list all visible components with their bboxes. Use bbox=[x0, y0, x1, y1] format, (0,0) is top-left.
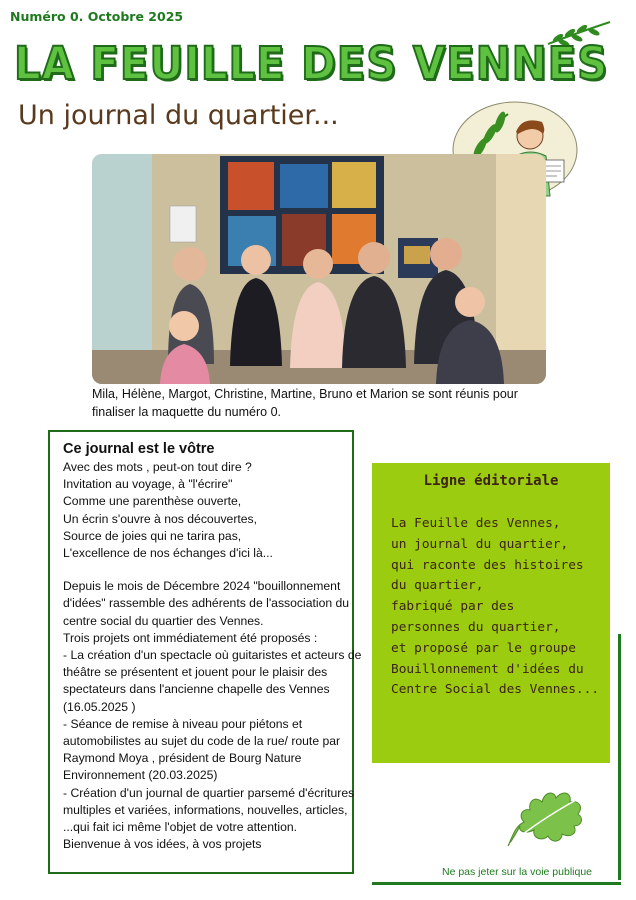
editorial-line: et proposé par le groupe bbox=[391, 640, 576, 656]
body-line: - La création d'un spectacle où guitaristes et acteurs de bbox=[63, 648, 362, 663]
body-line: théâtre se présentent et jouent pour le plaisir des bbox=[63, 665, 328, 680]
article-heading: Ce journal est le vôtre bbox=[63, 441, 215, 457]
poem-line: Avec des mots , peut-on tout dire ? bbox=[63, 460, 252, 474]
editorial-line: fabriqué par des bbox=[391, 599, 515, 615]
editorial-line: un journal du quartier, bbox=[391, 536, 569, 552]
footer-notice: Ne pas jeter sur la voie publique bbox=[442, 866, 593, 878]
article-body bbox=[63, 578, 362, 853]
vertical-rule bbox=[618, 634, 621, 880]
body-line: - Séance de remise à niveau pour piétons et bbox=[63, 716, 303, 731]
editorial-line: qui raconte des histoires bbox=[391, 557, 584, 573]
body-line: centre social du quartier des Vennes. bbox=[63, 613, 264, 628]
editorial-title: Ligne éditoriale bbox=[423, 473, 559, 489]
body-line: (16.05.2025 ) bbox=[63, 699, 136, 714]
body-line: Environnement (20.03.2025) bbox=[63, 768, 218, 783]
poem-line: Invitation au voyage, à "l'écrire" bbox=[63, 477, 233, 492]
poem-line: Comme une parenthèse ouverte, bbox=[63, 494, 242, 509]
body-line: Raymond Moya , président de Bourg Nature bbox=[63, 751, 302, 766]
editorial-line: personnes du quartier, bbox=[391, 619, 561, 635]
editorial-line: Centre Social des Vennes... bbox=[391, 682, 600, 698]
body-line: d'idées" rassemble des adhérents de l'association du bbox=[63, 596, 350, 611]
issue-label: Numéro 0. Octobre 2025 bbox=[10, 9, 184, 24]
body-line: multiples et variées, informations, nouvelles, articles, bbox=[63, 802, 348, 817]
oak-leaf-icon bbox=[500, 776, 590, 852]
editorial-line: Bouillonnement d'idées du bbox=[391, 661, 584, 677]
body-line: ...qui fait ici même l'objet de votre attention. bbox=[63, 820, 298, 835]
article-box bbox=[48, 430, 362, 874]
poem-line: Source de joies qui ne tarira pas, bbox=[63, 528, 242, 543]
body-line: Bienvenue à vos idées, à vos projets bbox=[63, 837, 262, 852]
body-line: automobilistes au sujet du code de la rue/ route par bbox=[63, 734, 341, 749]
poem-line: Un écrin s'ouvre à nos découvertes, bbox=[63, 511, 258, 526]
editorial-line: du quartier, bbox=[391, 578, 484, 594]
subtitle: Un journal du quartier... bbox=[18, 100, 339, 131]
editorial-text bbox=[391, 514, 606, 701]
group-photo bbox=[92, 154, 546, 384]
masthead-title: LA FEUILLE DES VENNES bbox=[14, 37, 609, 90]
body-line: spectateurs dans l'ancienne chapelle des Vennes bbox=[63, 682, 330, 697]
photo-caption: Mila, Hélène, Margot, Christine, Martine, Bruno et Marion se sont réunis pour finaliser la maquette du numéro 0. bbox=[92, 387, 518, 419]
body-line: - Création d'un journal de quartier parsemé d'écritures bbox=[63, 785, 355, 800]
horizontal-rule bbox=[372, 882, 621, 885]
poem-line: L'excellence de nos échanges d'ici là... bbox=[63, 546, 273, 561]
editorial-line: La Feuille des Vennes, bbox=[391, 516, 561, 531]
body-line: Depuis le mois de Décembre 2024 "bouillonnement bbox=[63, 579, 341, 594]
body-line: Trois projets ont immédiatement été proposés : bbox=[63, 630, 318, 645]
article-poem bbox=[63, 459, 340, 562]
editorial-box bbox=[372, 463, 610, 763]
